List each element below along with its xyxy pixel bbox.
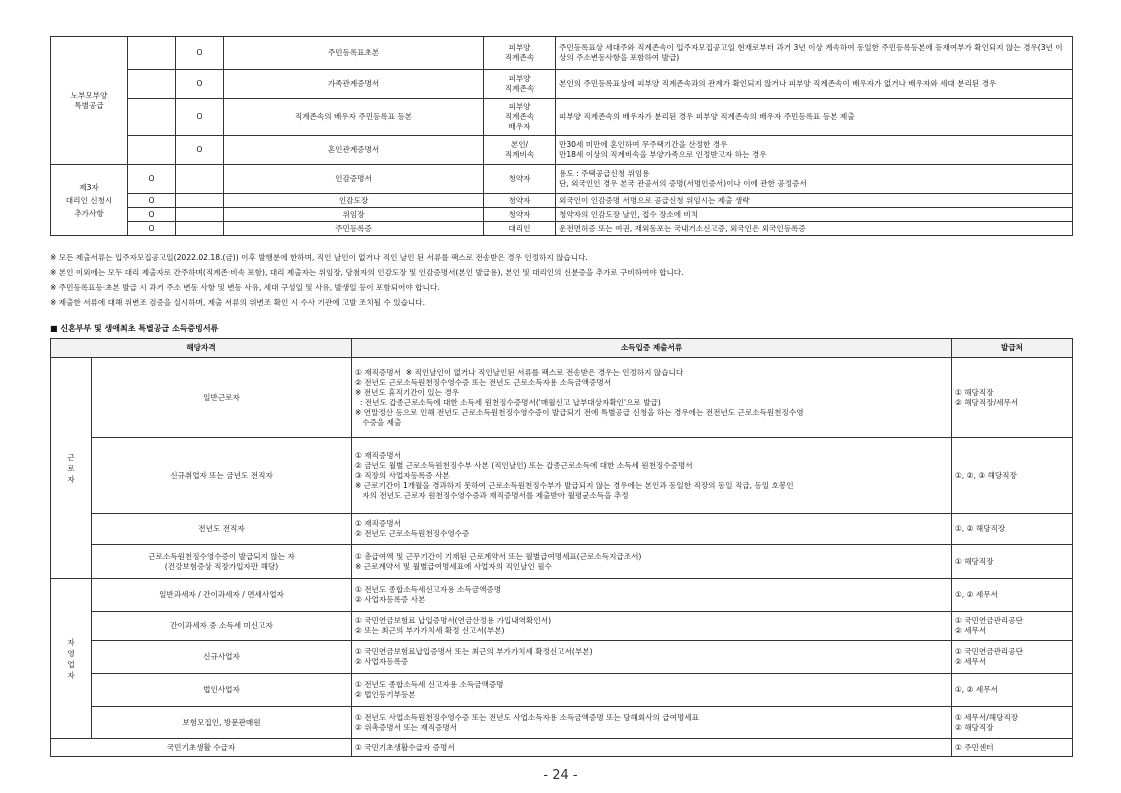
document-name: 인감증명서	[224, 165, 484, 194]
table-row	[51, 165, 1073, 194]
table-row	[51, 579, 1073, 612]
mark-a: O	[128, 208, 176, 222]
documents: ① 전년도 종합소득세신고자용 소득금액증명 ② 사업자등록증 사본	[352, 579, 952, 612]
document-note: 외국인이 인감증명 서명으로 공급신청 위임시는 제출 생략	[556, 194, 1073, 208]
table-row	[51, 739, 1073, 757]
document-name: 직계존속의 배우자 주민등록표 등본	[224, 99, 484, 136]
table-row	[51, 194, 1073, 208]
document-note: 만30세 미만에 혼인하여 무주택기간을 산정한 경우 만18세 이상의 직계비속을 부양가족으로 인정받고자 하는 경우	[556, 136, 1073, 165]
table-row	[51, 707, 1073, 739]
page-number: - 24 -	[543, 768, 578, 783]
table-row	[51, 99, 1073, 136]
qualification: 전년도 전직자	[92, 514, 352, 545]
document-name: 주민등록증	[224, 222, 484, 236]
table-header-row	[51, 339, 1073, 358]
mark-b	[176, 165, 224, 194]
table-row	[51, 438, 1073, 514]
qualification: 신규취업자 또는 금년도 전직자	[92, 438, 352, 514]
issuer: ① 국민연금관리공단 ② 세무서	[952, 641, 1073, 674]
document-name: 혼인관계증명서	[224, 136, 484, 165]
table-row	[51, 674, 1073, 707]
table-row	[51, 612, 1073, 641]
table-row	[51, 358, 1073, 438]
qualification: 법인사업자	[92, 674, 352, 707]
mark-a	[128, 136, 176, 165]
mark-b	[176, 222, 224, 236]
issuer: ① 해당직장 ② 해당직장/세무서	[952, 358, 1073, 438]
header-documents: 소득입증 제출서류	[352, 339, 952, 358]
table-row	[51, 70, 1073, 99]
document-name: 가족관계증명서	[224, 70, 484, 99]
documents: ① 국민연금보험료납입증명서 또는 최근의 부가가치세 확정신고서(부본) ② 사업자등록증	[352, 641, 952, 674]
header-issuer: 발급처	[952, 339, 1073, 358]
document-note: 용도 : 주택공급신청 위임용 단, 외국인인 경우 본국 관공서의 증명(서명인증서)이나 이에 관한 공정증서	[556, 165, 1073, 194]
documents: ① 국민기초생활수급자 증명서	[352, 739, 952, 757]
qualification: 근로소득원천징수영수증이 발급되지 않는 자 (건강보험증상 직장가입자만 해당)	[92, 545, 352, 579]
mark-b: O	[176, 136, 224, 165]
target-person: 청약자	[484, 165, 556, 194]
mark-a	[128, 99, 176, 136]
mark-a: O	[128, 194, 176, 208]
issuer: ① 해당직장	[952, 545, 1073, 579]
document-note: 본인의 주민등록표상에 피부양 직계존속과의 관계가 확인되지 않거나 피부양 직계존속이 배우자가 없거나 배우자와 세대 분리된 경우	[556, 70, 1073, 99]
document-note: 피부양 직계존속의 배우자가 분리된 경우 피부양 직계존속의 배우자 주민등록표 등본 제출	[556, 99, 1073, 136]
table-row	[51, 37, 1073, 70]
table-row	[51, 641, 1073, 674]
group-label-employee: 근 로 자	[51, 358, 92, 579]
table-row	[51, 136, 1073, 165]
group-label-proxy: 제3자 대리인 신청시 추가사항	[51, 165, 128, 236]
issuer: ① 주민센터	[952, 739, 1073, 757]
target-person: 대리인	[484, 222, 556, 236]
table-row	[51, 208, 1073, 222]
note-line: ※ 제출한 서류에 대해 위변조 검증을 실시하며, 제출 서류의 위변조 확인 시 수사 기관에 고발 조치될 수 있습니다.	[50, 298, 425, 307]
document-note: 청약자의 인감도장 날인, 접수 장소에 비치	[556, 208, 1073, 222]
mark-a	[128, 70, 176, 99]
documents: ① 재직증명서 ② 금년도 월별 근로소득원천징수부 사본 (직인날인) 또는 갑종근로소득에 대한 소득세 원천징수증명서 ③ 직장의 사업자등록증 사본 ※ 근로기간이 1개월을 경과하지 못하여 근로소득원천징수부가 발급되지 않는 경우에는 본인과 동일한 직장의 동일 직급, 동일 호봉인 자의 전년도 근로자 원천징수영수증과 재직증명서를 제출받아 월평균소득을 추정	[352, 438, 952, 514]
target-person: 청약자	[484, 208, 556, 222]
mark-b	[176, 208, 224, 222]
issuer: ①, ②, ③ 해당직장	[952, 438, 1073, 514]
documents: ① 국민연금보험료 납입증명서(연금산정용 가입내역확인서) ② 또는 최근의 부가가치세 확정 신고서(부본)	[352, 612, 952, 641]
target-person: 청약자	[484, 194, 556, 208]
income-proof-table	[50, 338, 1073, 757]
table-row	[51, 545, 1073, 579]
target-person: 피부양 직계존속	[484, 37, 556, 70]
group-label-elderly-support: 노부모부양 특별공급	[51, 37, 128, 165]
mark-b: O	[176, 70, 224, 99]
mark-a	[128, 37, 176, 70]
document-name: 인감도장	[224, 194, 484, 208]
qualification: 일반과세자 / 간이과세자 / 면세사업자	[92, 579, 352, 612]
issuer: ① 세무서/해당직장 ② 해당직장	[952, 707, 1073, 739]
qualification: 간이과세자 중 소득세 미신고자	[92, 612, 352, 641]
target-person: 피부양 직계존속 배우자	[484, 99, 556, 136]
qualification: 보험모집인, 방문판매원	[92, 707, 352, 739]
qualification: 신규사업자	[92, 641, 352, 674]
qualification: 국민기초생활 수급자	[51, 739, 352, 757]
target-person: 피부양 직계존속	[484, 70, 556, 99]
documents: ① 재직증명서 ② 전년도 근로소득원천징수영수증	[352, 514, 952, 545]
group-label-self-employed: 자 영 업 자	[51, 579, 92, 739]
qualification: 일반근로자	[92, 358, 352, 438]
mark-a: O	[128, 222, 176, 236]
documents: ① 전년도 종합소득세 신고자용 소득금액증명 ② 법인등기부등본	[352, 674, 952, 707]
note-line: ※ 주민등록표등·초본 발급 시 과거 주소 변동 사항 및 변동 사유, 세대 구성일 및 사유, 발생일 등이 포함되어야 합니다.	[50, 283, 440, 292]
documents: ① 총급여액 및 근무기간이 기재된 근로계약서 또는 월별급여명세표(근로소득지급조서) ※ 근로계약서 및 월별급여명세표에 사업자의 직인날인 필수	[352, 545, 952, 579]
table-row	[51, 222, 1073, 236]
documents: ① 재직증명서 ※ 직인날인이 없거나 직인날인된 서류를 팩스로 전송받은 경우는 인정하지 않습니다 ② 전년도 근로소득원천징수영수증 또는 전년도 근로소득자용 소득금액증명서 ※ 전년도 휴직기간이 있는 경우 : 전년도 갑종근로소득에 대한 소득세 원천징수증명서('매월신고 납부대상자확인'으로 발급) ※ 연말정산 등으로 인해 전년도 근로소득원천징수영수증이 발급되기 전에 특별공급 신청을 하는 경우에는 전전년도 근로소득원천징수영 수증을 제출	[352, 358, 952, 438]
documents: ① 전년도 사업소득원천징수영수증 또는 전년도 사업소득자용 소득금액증명 또는 당해회사의 급여명세표 ② 위촉증명서 또는 재직증명서	[352, 707, 952, 739]
notes-block	[50, 250, 1072, 310]
required-documents-table	[50, 36, 1073, 236]
note-line: ※ 모든 제출서류는 입주자모집공고일(2022.02.18.(금)) 이후 발행분에 한하며, 직인 날인이 없거나 직인 날인 된 서류를 팩스로 전송받은 경우 인정하지 않습니다.	[50, 253, 588, 262]
header-qualification: 해당자격	[51, 339, 352, 358]
document-name: 주민등록표초본	[224, 37, 484, 70]
table-row	[51, 514, 1073, 545]
mark-b: O	[176, 99, 224, 136]
section-title: ■ 신혼부부 및 생애최초 특별공급 소득증빙서류	[50, 324, 219, 333]
mark-b	[176, 194, 224, 208]
issuer: ①, ② 세무서	[952, 674, 1073, 707]
target-person: 본인/ 직계비속	[484, 136, 556, 165]
issuer: ①, ② 해당직장	[952, 514, 1073, 545]
document-note: 주민등록표상 세대주와 직계존속이 입주자모집공고일 현재로부터 과거 3년 이상 계속하여 동일한 주민등록등본에 등재여부가 확인되지 않는 경우(3년 이상의 주소변동사항을 포함하여 발급)	[556, 37, 1073, 70]
document-name: 위임장	[224, 208, 484, 222]
note-line: ※ 본인 이외에는 모두 대리 제출자로 간주하며(직계존·비속 포함), 대리 제출자는 위임장, 당첨자의 인감도장 및 인감증명서(본인 발급용), 본인 및 대리인의 신분증을 추가로 구비하여야 합니다.	[50, 268, 684, 277]
mark-b: O	[176, 37, 224, 70]
issuer: ①, ② 세무서	[952, 579, 1073, 612]
mark-a: O	[128, 165, 176, 194]
issuer: ① 국민연금관리공단 ② 세무서	[952, 612, 1073, 641]
document-note: 운전면허증 또는 여권, 재외동포는 국내거소신고증, 외국인은 외국인등록증	[556, 222, 1073, 236]
